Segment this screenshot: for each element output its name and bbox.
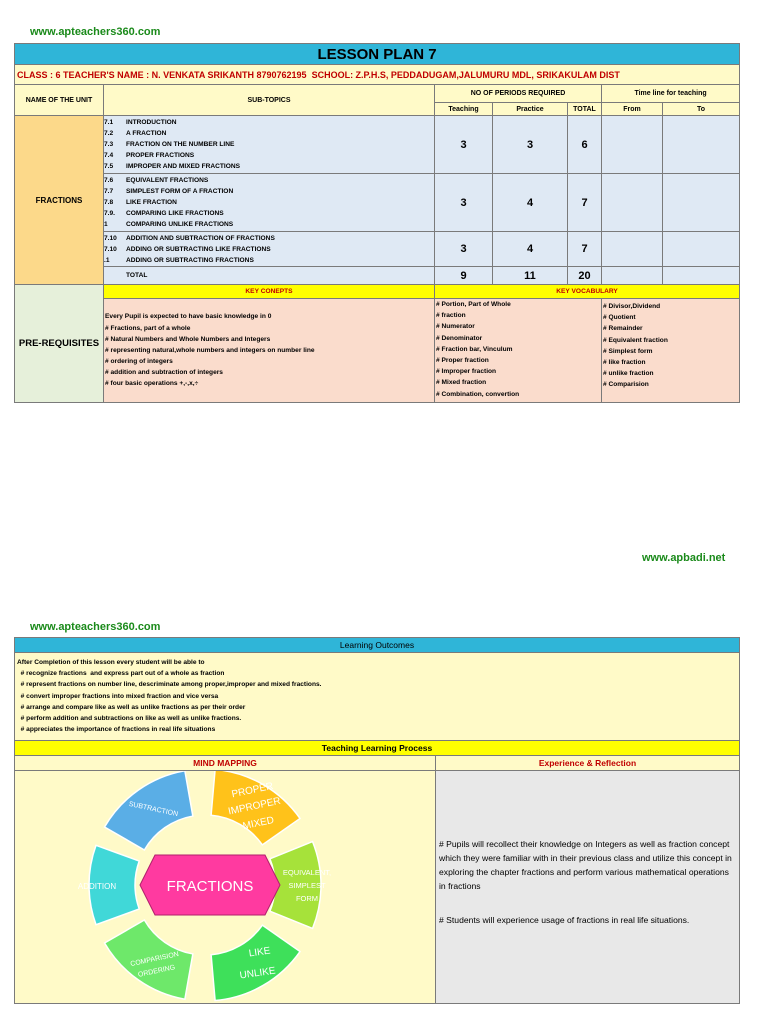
outcomes-list: After Completion of this lesson every student will be able to # recognize fractions and express part out of a whole as fraction # represent fractions on number line, descriminate among proper,improper and mixed fractions. # convert improper fractions into mixed fraction and vice versa # arrange and compare like as well as unlike fractions as per their order # perform addition and subtractions on like as well as unlike fractions. # appreciates the importance of fractions in real life situations [15,653,740,741]
subtopic-item: 7.10 ADDING OR SUBTRACTING LIKE FRACTIONS [104,245,271,253]
reflection-text-1: # Pupils will recollect their knowledge on Integers as well as fraction concept which they were familiar with in their previous class and utilize this concept in exploring the chapter fractions and perform various mathematical operations in fractions [439,839,732,891]
group-2-total: 7 [568,174,602,232]
subtopic-item: 1 COMPARING UNLIKE FRACTIONS [104,221,234,228]
petal-label-form: FORM [295,894,319,903]
total-teaching: 9 [435,267,493,285]
subtopic-item: 7.8 LIKE FRACTION [104,199,177,206]
group-3-from[interactable] [602,232,663,267]
group-2-from[interactable] [602,174,663,232]
subtopic-item: .1 ADDING OR SUBTRACTING FRACTIONS [104,256,254,264]
class-teacher-info: CLASS : 6 TEACHER'S NAME : N. VENKATA SRIKANTH 8790762195 [17,69,307,80]
from-header: From [602,103,663,116]
group-2-practice: 4 [493,174,568,232]
lesson-plan-table [14,43,740,403]
subtopic-item: 7.4 PROPER FRACTIONS [104,152,195,159]
petal-label-subtraction: SUBTRACTION [128,800,179,819]
mind-mapping-label: MIND MAPPING [15,756,436,771]
prereq-label: PRE-REQUISITES [15,285,104,403]
subtopic-item: 7.7 SIMPLEST FORM OF A FRACTION [104,188,234,195]
subtopic-group-2 [104,174,435,232]
petal-like [211,925,300,1000]
group-3-total: 7 [568,232,602,267]
group-1-from[interactable] [602,116,663,174]
petal-label-addition: ADDITION [77,882,117,891]
group-3-practice: 4 [493,232,568,267]
group-1-to[interactable] [663,116,740,174]
unit-name: FRACTIONS [15,116,104,285]
total-header: TOTAL [568,103,602,116]
group-2-teaching: 3 [435,174,493,232]
center-label: FRACTIONS [166,878,254,895]
petal-label-unlike: UNLIKE [238,965,277,982]
tlp-title: Teaching Learning Process [15,741,740,756]
subtopic-item: 7.3 FRACTION ON THE NUMBER LINE [104,141,235,148]
experience-label: Experience & Reflection [436,756,740,771]
petal-label-mixed: MIXED [241,814,276,833]
subtopic-item: 7.5 IMPROPER AND MIXED FRACTIONS [104,163,241,170]
petal-label-like: LIKE [248,945,272,960]
site-link-bottom[interactable]: www.apteachers360.com [30,621,161,633]
vocabulary-list-1: # Portion, Part of Whole # fraction # Numerator # Denominator # Fraction bar, Vinculum # Proper fraction # Improper fraction # Mixed fraction # Combination, convertion [435,299,602,403]
petal-label-comparision: COMPARISION [129,950,180,969]
petal-label-equivalent: EQUIVALENT, [282,868,332,877]
timeline-header: Time line for teaching [602,85,740,103]
practice-header: Practice [493,103,568,116]
outcomes-table [14,637,740,1004]
teacher-info-row [15,65,740,85]
group-1-teaching: 3 [435,116,493,174]
total-label: TOTAL [104,267,435,285]
group-3-teaching: 3 [435,232,493,267]
reflection-text-2: # Students will experience usage of fractions in real life situations. [439,915,690,925]
key-concepts-list: Every Pupil is expected to have basic knowledge in 0 # Fractions, part of a whole # Natural Numbers and Whole Numbers and Integers # representing natural,whole numbers and integers on number line # ordering of integers # addition and subtraction of integers # four basic operations +,-,x,÷ [104,299,435,403]
group-3-to[interactable] [663,232,740,267]
petal-label-simplest: SIMPLEST [288,881,326,890]
lesson-title: LESSON PLAN 7 [15,44,740,65]
site-link-mid[interactable]: www.apbadi.net [642,552,726,564]
site-link-top[interactable]: www.apteachers360.com [30,26,161,38]
total-total: 20 [568,267,602,285]
total-practice: 11 [493,267,568,285]
subtopic-group-1 [104,116,435,174]
subtopic-item: 7.9. COMPARING LIKE FRACTIONS [104,210,224,217]
petal-label-improper: IMPROPER [227,795,282,818]
subtopic-group-3 [104,232,435,267]
to-header: To [663,103,740,116]
key-concepts-header: KEY CONEPTS [104,285,435,299]
subtopic-item: 7.10 ADDITION AND SUBTRACTION OF FRACTIONS [104,234,275,242]
reflection-cell [436,771,740,1004]
petal-label-ordering: ORDERING [137,964,176,979]
mind-map [15,771,435,1003]
group-2-to[interactable] [663,174,740,232]
mind-map-cell [15,771,436,1004]
total-from[interactable] [602,267,663,285]
school-info: SCHOOL: Z.P.H.S, PEDDADUGAM,JALUMURU MDL, SRIKAKULAM DIST [311,69,620,80]
vocabulary-list-2: # Divisor,Dividend # Quotient # Remainder # Equivalent fraction # Simplest form # like fraction # unlike fraction # Comparision [602,299,740,403]
group-1-total: 6 [568,116,602,174]
total-to[interactable] [663,267,740,285]
subtopic-item: 7.6 EQUIVALENT FRACTIONS [104,177,209,184]
group-1-practice: 3 [493,116,568,174]
key-vocabulary-header: KEY VOCABULARY [435,285,740,299]
teaching-header: Teaching [435,103,493,116]
periods-header: NO OF PERIODS REQUIRED [435,85,602,103]
unit-header: NAME OF THE UNIT [15,85,104,116]
outcomes-title: Learning Outcomes [15,638,740,653]
subtopics-header: SUB-TOPICS [104,85,435,116]
petal-label-proper: PROPER [230,780,275,801]
subtopic-item: 7.1 INTRODUCTION [104,119,177,126]
subtopic-item: 7.2 A FRACTION [104,130,167,137]
